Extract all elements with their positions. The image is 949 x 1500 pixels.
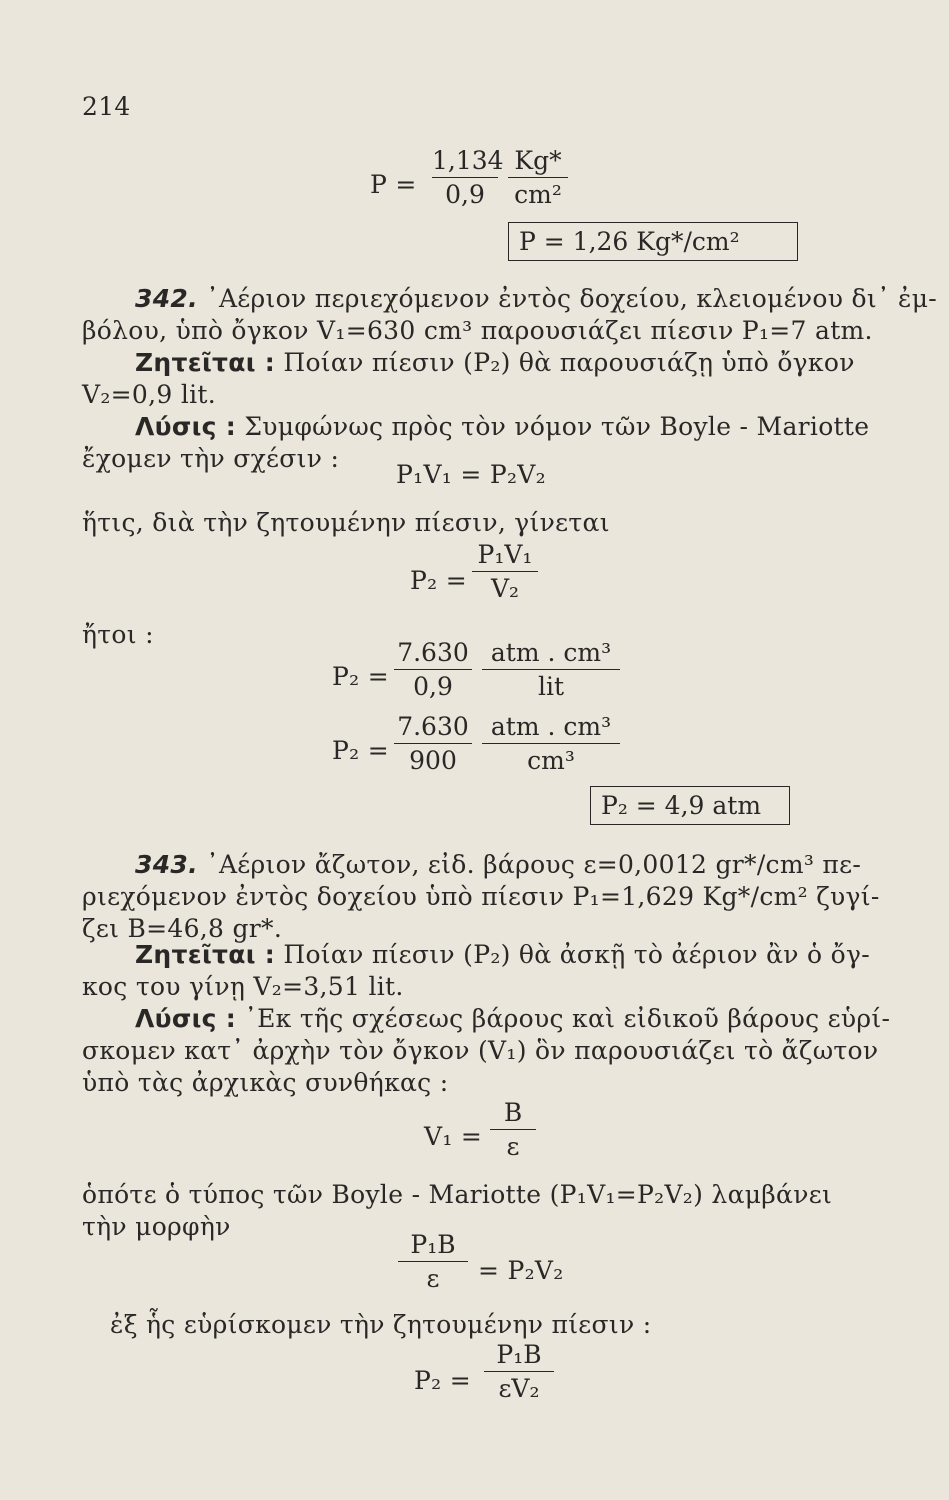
eq-transformed-fraction [398,1232,468,1291]
eq4-fraction-units [482,714,620,773]
result-box: P = 1,26 Kg*/cm² [508,222,798,261]
problem-343-line-2: ριεχόμενον ἐντὸς δοχείου ὑπὸ πίεσιν P₁=1,629 Kg*/cm² ζυγί- [82,882,880,911]
text: ᾿Αέριον περιεχόμενον ἐντὸς δοχείου, κλειομένου δι᾿ ἐμ- [206,284,938,313]
numerator: atm . cm³ [490,638,612,667]
numerator: Kg* [514,146,562,175]
numerator: atm . cm³ [490,712,612,741]
problem-number: 342. [135,284,198,313]
formula-lhs: P = [370,170,417,199]
problem-342-line-4: V₂=0,9 lit. [82,380,217,409]
lysis-label: Λύσις : [135,412,237,441]
problem-343-line-4 [135,942,870,967]
problem-343-line-3: ζει B=46,8 gr*. [82,914,283,943]
problem-342-line-3 [135,350,855,375]
problem-343-line-5: κος του γίνῃ V₂=3,51 lit. [82,972,404,1001]
problem-343-line-10: τὴν μορφὴν [82,1212,231,1241]
zitetai-label: Ζητεῖται : [135,940,276,969]
problem-343-line-8: ὑπὸ τὰς ἀρχικὰς συνθήκας : [82,1068,449,1097]
numerator: 7.630 [397,638,469,667]
problem-342-line-7: ἥτις, διὰ τὴν ζητουμένην πίεσιν, γίνεται [82,508,610,537]
formula-fraction-numeric [432,146,504,209]
denominator: 0,9 [394,669,472,699]
problem-343-line-11: ἐξ ἧς εὑρίσκομεν τὴν ζητουμένην πίεσιν : [110,1310,652,1339]
boyle-mariotte-equation: P₁V₁ = P₂V₂ [396,460,546,489]
problem-343-line-9: ὁπότε ὁ τύπος τῶν Boyle - Mariotte (P₁V₁=P₂V₂) λαμβάνει [82,1180,833,1209]
result-box-342: P₂ = 4,9 atm [590,786,790,825]
zitetai-label: Ζητεῖται : [135,348,276,377]
numerator: P₁B [410,1230,456,1259]
eq4-fraction-numeric [394,714,472,773]
eq4-lhs: P₂ = [332,736,389,765]
denominator: lit [482,669,620,699]
denominator: ε [398,1261,468,1291]
denominator: ε [490,1129,536,1159]
eq2-fraction [472,542,538,601]
denominator: 0,9 [432,177,498,207]
eq3-lhs: P₂ = [332,662,389,691]
denominator: εV₂ [484,1371,554,1401]
eq3-fraction-units [482,640,620,699]
page-number: 214 [82,92,131,121]
denominator: 900 [394,743,472,773]
problem-342-line-5 [135,414,869,439]
problem-342-line-6: ἔχομεν τὴν σχέσιν : [82,444,340,473]
text: Ποίαν πίεσιν (P₂) θὰ ἀσκῇ τὸ ἀέριον ἂν ὁ ὄγ- [283,940,870,969]
numerator: 7.630 [397,712,469,741]
problem-343-line-6 [135,1006,890,1031]
lysis-label: Λύσις : [135,1004,237,1033]
text: Συμφώνως πρὸς τὸν νόμον τῶν Boyle - Mariotte [244,412,870,441]
v1-eq-fraction [490,1100,536,1159]
final-eq-fraction [484,1342,554,1401]
eq3-fraction-numeric [394,640,472,699]
numerator: P₁B [496,1340,542,1369]
numerator: B [503,1098,523,1127]
text: Ποίαν πίεσιν (P₂) θὰ παρουσιάζῃ ὑπὸ ὄγκον [283,348,855,377]
formula-fraction-units [508,148,568,207]
denominator: cm² [508,177,568,207]
text: ᾿Εκ τῆς σχέσεως βάρους καὶ εἰδικοῦ βάρους εὑρί- [244,1004,891,1033]
text: ᾿Αέριον ἄζωτον, εἰδ. βάρους ε=0,0012 gr*/cm³ πε- [206,850,862,879]
denominator: cm³ [482,743,620,773]
eq2-lhs: P₂ = [410,566,467,595]
problem-343-line-1 [135,852,861,877]
final-eq-lhs: P₂ = [414,1366,471,1395]
numerator: 1,134 [432,146,504,175]
problem-342-line-1 [135,286,937,311]
eq-transformed-rhs: = P₂V₂ [478,1256,564,1285]
problem-342-line-2: βόλου, ὑπὸ ὄγκον V₁=630 cm³ παρουσιάζει πίεσιν P₁=7 atm. [82,316,873,345]
itoi-label: ἤτοι : [82,620,154,649]
v1-eq-lhs: V₁ = [424,1122,483,1151]
numerator: P₁V₁ [477,540,533,569]
problem-343-line-7: σκομεν κατ᾿ ἀρχὴν τὸν ὄγκον (V₁) ὃν παρουσιάζει τὸ ἄζωτον [82,1036,879,1065]
problem-number: 343. [135,850,198,879]
denominator: V₂ [472,571,538,601]
